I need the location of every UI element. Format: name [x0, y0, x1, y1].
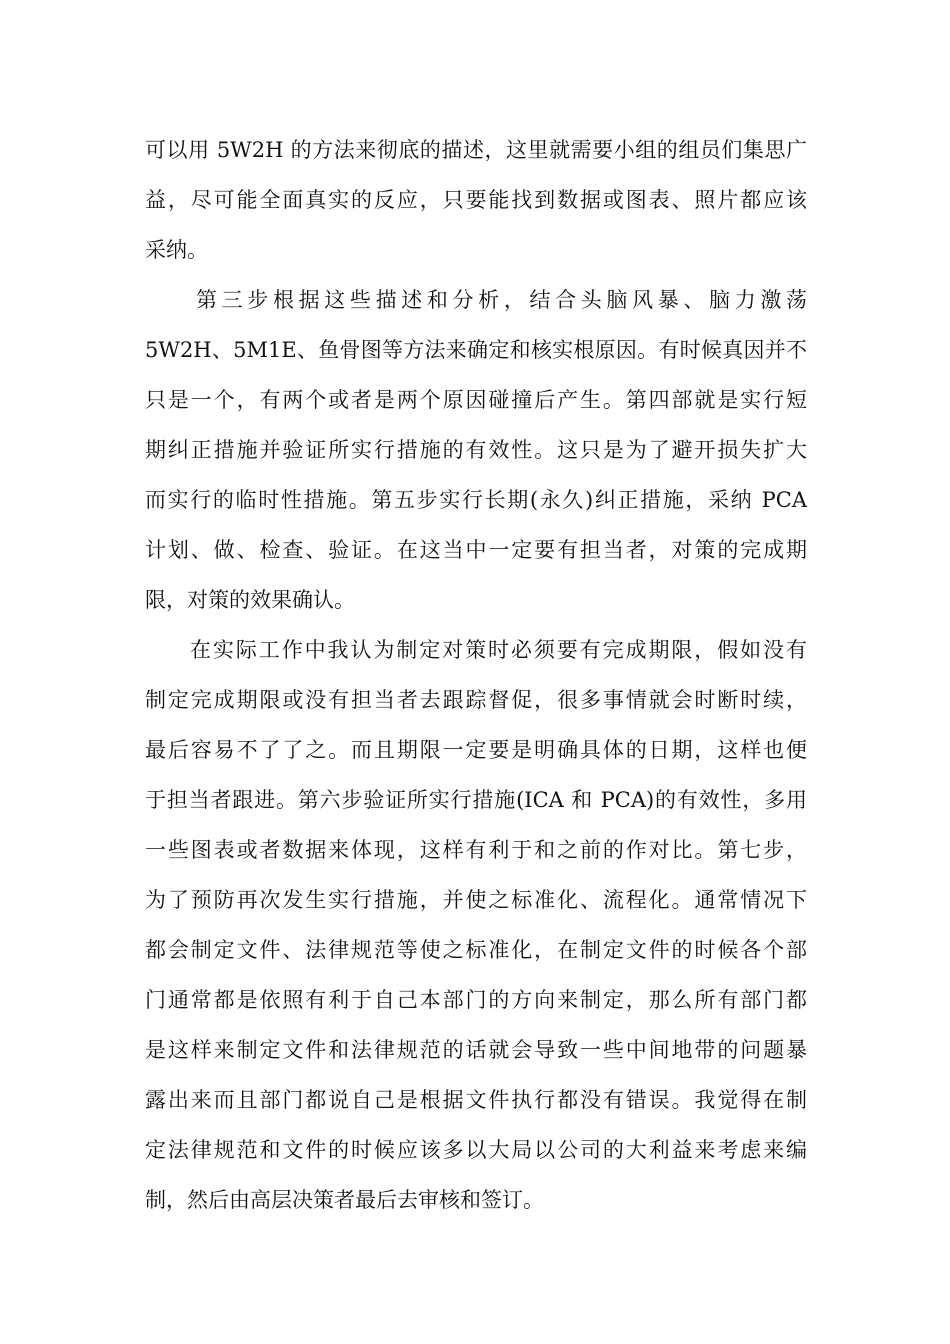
paragraph-3-line-5: 一些图表或者数据来体现，这样有利于和之前的作对比。第七步， [145, 838, 807, 862]
paragraph-3-line-3: 最后容易不了了之。而且期限一定要是明确具体的日期，这样也便 [145, 738, 807, 762]
paragraph-2-line-5: 而实行的临时性措施。第五步实行长期(永久)纠正措施，采纳 PCA [145, 488, 807, 512]
paragraph-3-line-1: 在实际工作中我认为制定对策时必须要有完成期限，假如没有 [190, 638, 807, 662]
paragraph-3-line-8: 门通常都是依照有利于自己本部门的方向来制定，那么所有部门都 [145, 988, 807, 1012]
paragraph-2-line-6: 计划、做、检查、验证。在这当中一定要有担当者，对策的完成期 [145, 538, 807, 562]
paragraph-3-line-9: 是这样来制定文件和法律规范的话就会导致一些中间地带的问题暴 [145, 1038, 807, 1062]
paragraph-3-line-12: 制，然后由高层决策者最后去审核和签订。 [145, 1188, 544, 1212]
paragraph-3-line-11: 定法律规范和文件的时候应该多以大局以公司的大利益来考虑来编 [145, 1138, 807, 1162]
paragraph-2-line-3: 只是一个，有两个或者是两个原因碰撞后产生。第四部就是实行短 [145, 388, 807, 412]
paragraph-3-line-4: 于担当者跟进。第六步验证所实行措施(ICA 和 PCA)的有效性，多用 [145, 788, 807, 812]
paragraph-3-line-2: 制定完成期限或没有担当者去跟踪督促，很多事情就会时断时续， [145, 688, 807, 712]
paragraph-1-line-3: 采纳。 [145, 238, 208, 262]
paragraph-3-line-10: 露出来而且部门都说自己是根据文件执行都没有错误。我觉得在制 [145, 1088, 807, 1112]
paragraph-1-line-2: 益，尽可能全面真实的反应，只要能找到数据或图表、照片都应该 [145, 188, 807, 212]
paragraph-2-line-2: 5W2H、5M1E、鱼骨图等方法来确定和核实根原因。有时候真因并不 [145, 338, 807, 362]
paragraph-3-line-6: 为了预防再次发生实行措施，并使之标准化、流程化。通常情况下 [145, 888, 807, 912]
paragraph-2-line-7: 限，对策的效果确认。 [145, 588, 355, 612]
paragraph-3-line-7: 都会制定文件、法律规范等使之标准化，在制定文件的时候各个部 [145, 938, 807, 962]
paragraph-1-line-1: 可以用 5W2H 的方法来彻底的描述，这里就需要小组的组员们集思广 [145, 138, 807, 162]
paragraph-2-line-1: 第三步根据这些描述和分析，结合头脑风暴、脑力激荡 [196, 288, 807, 312]
paragraph-2-line-4: 期纠正措施并验证所实行措施的有效性。这只是为了避开损失扩大 [145, 438, 807, 462]
